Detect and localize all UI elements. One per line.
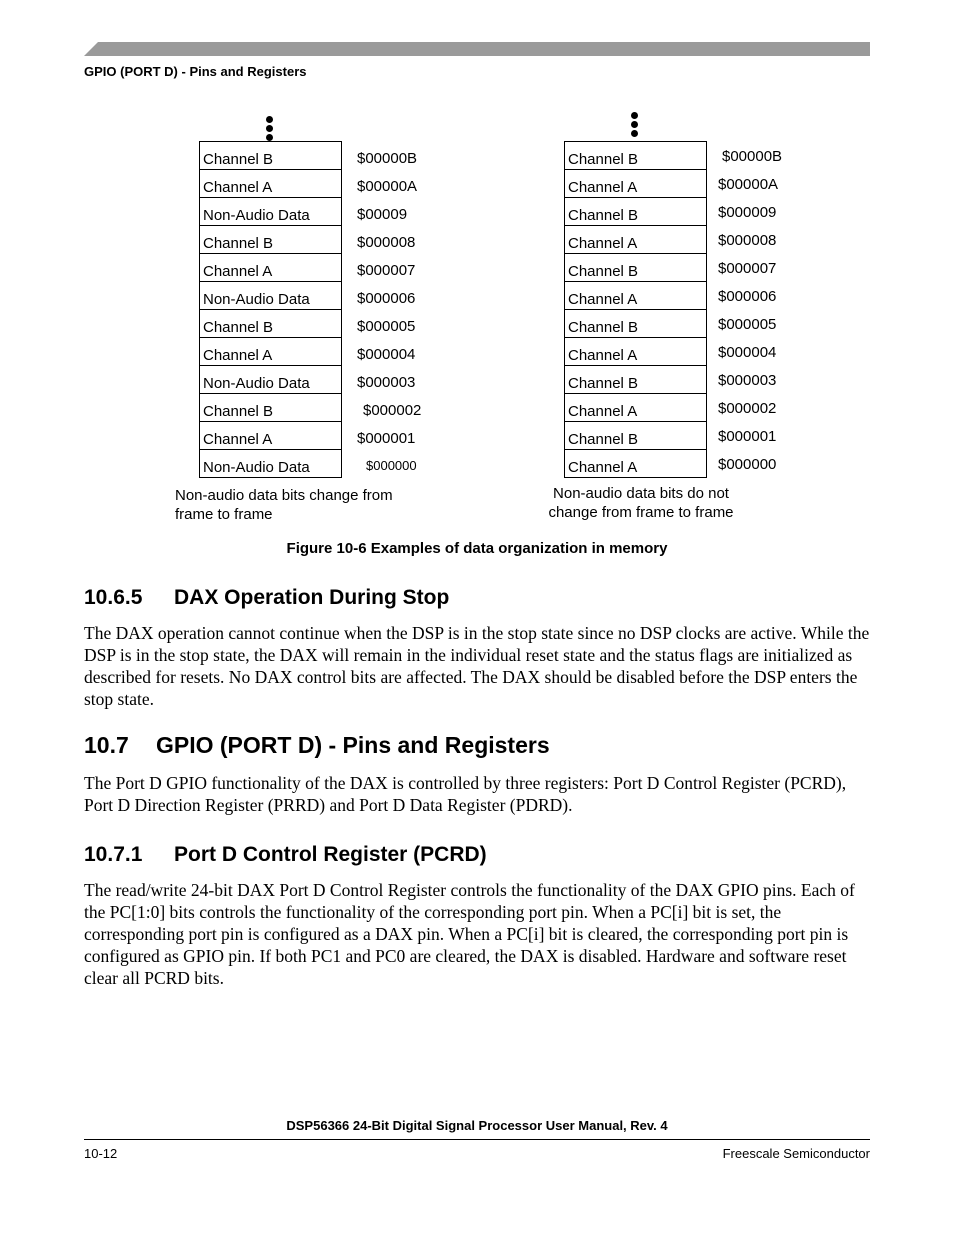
memory-cell: Channel A: [565, 282, 706, 310]
running-header: GPIO (PORT D) - Pins and Registers: [84, 64, 307, 79]
section-heading-10-7-1: 10.7.1 Port D Control Register (PCRD): [84, 843, 487, 866]
memory-address: $000000: [366, 458, 417, 473]
page-number: 10-12: [84, 1146, 118, 1161]
memory-cell: Channel B: [200, 142, 341, 170]
left-figure-note: Non-audio data bits change from frame to frame: [175, 487, 393, 523]
memory-cell: Channel A: [200, 422, 341, 450]
memory-cell: Channel A: [565, 450, 706, 478]
memory-address: $000005: [357, 318, 416, 335]
memory-address: $000008: [718, 232, 777, 249]
header-band: [84, 42, 870, 56]
memory-address: $000004: [718, 344, 777, 361]
memory-cell: Channel B: [565, 198, 706, 226]
memory-cell: Channel B: [200, 394, 341, 422]
memory-address: $000003: [357, 374, 416, 391]
figure-caption: Figure 10-6 Examples of data organization in memory: [286, 540, 668, 557]
memory-address: $000001: [718, 428, 777, 445]
memory-cell: Channel B: [565, 310, 706, 338]
memory-cell: Non-Audio Data: [200, 282, 341, 310]
company-name: Freescale Semiconductor: [722, 1146, 870, 1161]
memory-cell: Channel A: [200, 254, 341, 282]
section-body-10-7-1: The read/write 24-bit DAX Port D Control Register controls the functionality of the DAX GPIO pins. Each of the PC[1:0] bits controls the functionality of the corresponding port pin. When a PC[i] bit is set, the corresponding port pin is configured as a DAX pin. When a PC[i] bit is cleared, the corresponding port pin is configured as GPIO pin. If both PC1 and PC0 are cleared, the DAX is disabled. Hardware and software reset clear all PCRD bits.: [84, 880, 855, 988]
memory-address: $000002: [718, 400, 777, 417]
memory-address: $000004: [357, 346, 416, 363]
memory-cell: Channel B: [565, 254, 706, 282]
left-memory-table: [199, 141, 342, 478]
memory-address: $000000: [718, 456, 777, 473]
memory-address: $00000B: [722, 148, 783, 165]
memory-cell: Channel B: [565, 142, 706, 170]
memory-cell: Channel A: [565, 338, 706, 366]
memory-address: $000006: [357, 290, 416, 307]
memory-address: $000008: [357, 234, 416, 251]
memory-address: $000009: [718, 204, 777, 221]
section-body-10-6-5: The DAX operation cannot continue when the DSP is in the stop state since no DSP clocks are active. While the DSP is in the stop state, the DAX will remain in the individual reset state and the status flags are initialized as described for resets. No DAX control bits are affected. The DAX should be disabled before the DSP enters the stop state.: [84, 623, 870, 709]
memory-cell: Channel A: [565, 226, 706, 254]
section-body-10-7: The Port D GPIO functionality of the DAX is controlled by three registers: Port D Control Register (PCRD), Port D Direction Register (PRRD) and Port D Data Register (PDRD).: [84, 773, 847, 815]
ellipsis-icon: [631, 112, 639, 139]
memory-address: $000007: [718, 260, 777, 277]
memory-address: $00000A: [357, 178, 418, 195]
memory-cell: Channel A: [565, 170, 706, 198]
memory-cell: Channel A: [200, 170, 341, 198]
memory-address: $00009: [357, 206, 408, 223]
memory-cell: Channel A: [565, 394, 706, 422]
memory-cell: Non-Audio Data: [200, 450, 341, 478]
memory-cell: Channel A: [200, 338, 341, 366]
memory-address: $000003: [718, 372, 777, 389]
memory-cell: Channel B: [200, 226, 341, 254]
right-memory-table: [564, 141, 707, 478]
memory-address: $000002: [363, 402, 422, 419]
section-heading-10-6-5: 10.6.5 DAX Operation During Stop: [84, 586, 450, 609]
memory-cell: Channel B: [565, 366, 706, 394]
footer-rule: [84, 1139, 870, 1140]
memory-address: $00000B: [357, 150, 418, 167]
memory-cell: Channel B: [565, 422, 706, 450]
ellipsis-icon: [266, 116, 274, 143]
footer-title: DSP56366 24-Bit Digital Signal Processor User Manual, Rev. 4: [286, 1118, 668, 1133]
memory-cell: Channel B: [200, 310, 341, 338]
memory-address: $000005: [718, 316, 777, 333]
memory-address: $00000A: [718, 176, 779, 193]
right-figure-note: Non-audio data bits do not change from frame to frame: [548, 485, 734, 521]
memory-cell: Non-Audio Data: [200, 198, 341, 226]
memory-cell: Non-Audio Data: [200, 366, 341, 394]
memory-address: $000001: [357, 430, 416, 447]
memory-address: $000007: [357, 262, 416, 279]
memory-address: $000006: [718, 288, 777, 305]
section-heading-10-7: 10.7 GPIO (PORT D) - Pins and Registers: [84, 732, 550, 758]
